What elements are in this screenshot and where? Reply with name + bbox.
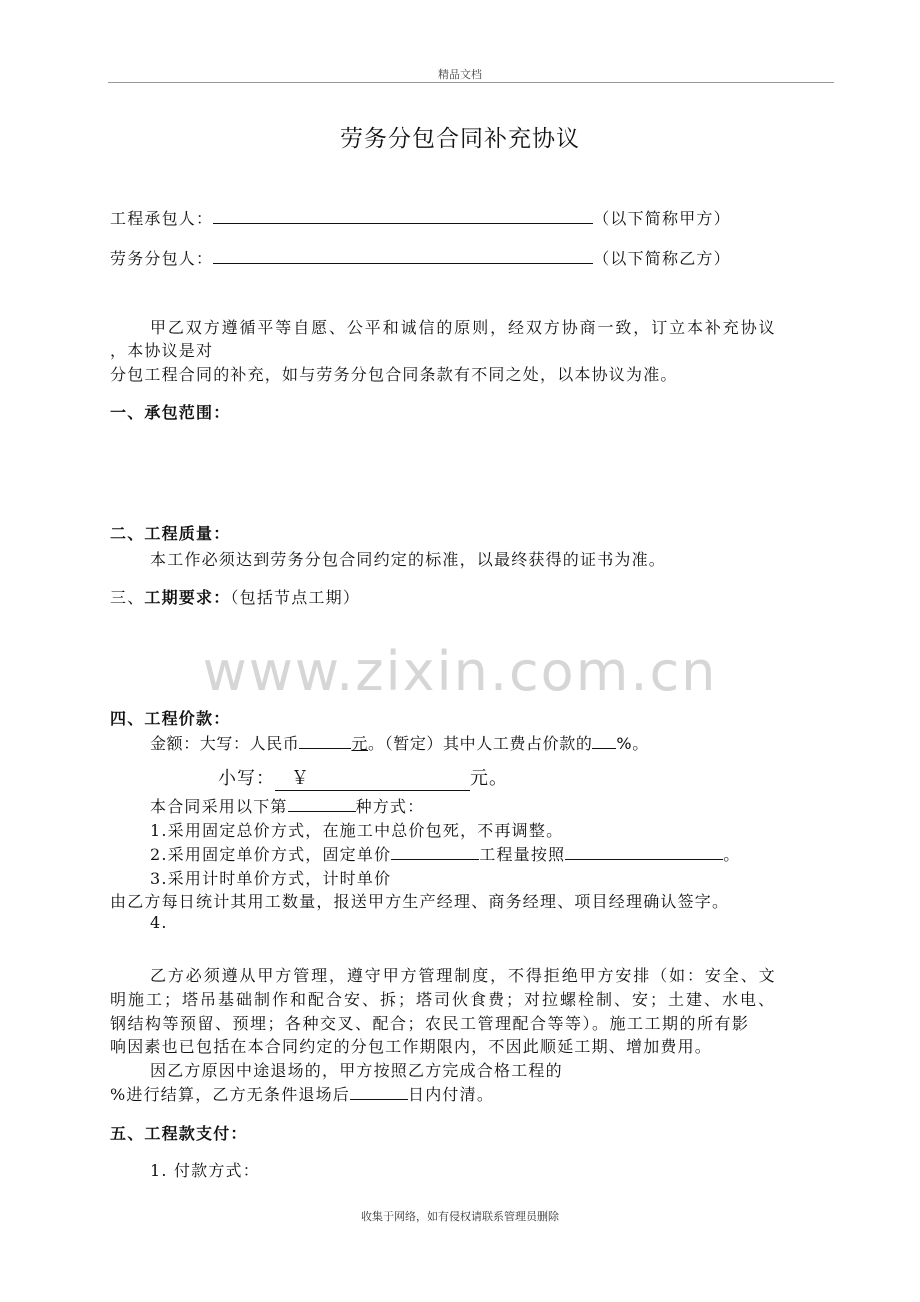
small-amount-label: 小写： (218, 768, 275, 789)
option-4: 4. (150, 913, 168, 932)
amount-unit: 元 (351, 734, 369, 753)
section-3-number: 三、 (110, 588, 145, 607)
method-blank[interactable] (288, 797, 356, 812)
option-3: 3.采用计时单价方式，计时单价 (150, 869, 392, 888)
management-para-line-3: 钢结构等预留、预埋；各种交叉、配合；农民工管理配合等等）。施工工期的所有影 (110, 1014, 750, 1033)
withdrawal-para-line-1: 因乙方原因中途退场的，甲方按照乙方完成合格工程的 (150, 1061, 563, 1080)
party-a-blank[interactable] (213, 209, 593, 224)
intro-line-1: 甲乙双方遵循平等自愿、公平和诚信的原则，经双方协商一致，订立本补充协议 (150, 318, 777, 337)
small-amount-line (218, 764, 508, 791)
withdrawal-para-line-2 (110, 1082, 494, 1105)
amount-mid: 。（暂定）其中人工费占价款的 (368, 734, 593, 753)
labor-percent-blank[interactable] (592, 734, 616, 749)
intro-line-2: ，本协议是对 (110, 341, 214, 360)
withdrawal-percent-text: %进行结算，乙方无条件退场后 (110, 1085, 351, 1104)
option-2-prefix: 2.采用固定单价方式，固定单价 (150, 845, 392, 864)
small-amount-unit: 元。 (470, 768, 508, 789)
page-header: 精品文档 (438, 68, 482, 81)
page-footer: 收集于网络，如有侵权请联系管理员删除 (361, 1210, 559, 1223)
header-divider (108, 82, 834, 83)
section-1-heading: 一、承包范围： (110, 403, 231, 422)
watermark: www.zixin.com.cn (202, 640, 718, 703)
party-b-blank[interactable] (213, 249, 593, 264)
payment-method-item: 1. 付款方式： (150, 1161, 260, 1180)
section-3-heading: 工期要求： (144, 588, 231, 607)
option-2-end: 。 (723, 845, 741, 864)
quantity-basis-blank[interactable] (565, 845, 723, 860)
section-3-heading-line (110, 585, 360, 608)
section-5-heading: 五、工程款支付： (110, 1124, 248, 1143)
method-prefix: 本合同采用以下第 (150, 797, 288, 816)
party-a-note: （以下简称甲方） (593, 209, 731, 228)
section-3-note: （包括节点工期） (230, 588, 361, 607)
section-4-heading: 四、工程价款： (110, 709, 231, 728)
management-para-line-4: 响因素也已包括在本合同约定的分包工作期限内，不因此顺延工期、增加费用。 (110, 1037, 713, 1056)
method-suffix: 种方式： (355, 797, 425, 816)
party-a-line (110, 206, 731, 229)
management-para-line-2: 明施工；塔吊基础制作和配合安、拆；塔司伙食费；对拉螺栓制、安；土建、水电、 (110, 990, 777, 1009)
document-title: 劳务分包合同补充协议 (340, 126, 580, 152)
party-a-label: 工程承包人： (110, 209, 214, 228)
option-1: 1.采用固定总价方式，在施工中总价包死，不再调整。 (150, 821, 564, 840)
amount-line (150, 731, 649, 754)
section-2-heading: 二、工程质量： (110, 524, 231, 543)
option-3-continued: 由乙方每日统计其用工数量，报送甲方生产经理、商务经理、项目经理确认签字。 (110, 892, 730, 911)
management-para-line-1: 乙方必须遵从甲方管理，遵守甲方管理制度，不得拒绝甲方安排（如：安全、文 (150, 966, 777, 985)
option-2-mid: 工程量按照 (479, 845, 566, 864)
small-amount-blank[interactable] (275, 764, 470, 791)
payment-days-blank[interactable] (350, 1085, 408, 1100)
party-b-line (110, 246, 731, 269)
amount-words-blank[interactable] (299, 734, 351, 749)
intro-line-3: 分包工程合同的补充，如与劳务分包合同条款有不同之处，以本协议为准。 (110, 365, 678, 384)
party-b-note: （以下简称乙方） (593, 249, 731, 268)
option-2-line (150, 842, 741, 865)
amount-prefix: 金额：大写：人民币 (150, 734, 300, 753)
amount-percent: %。 (616, 734, 649, 753)
withdrawal-days-text: 日内付清。 (408, 1085, 495, 1104)
unit-price-blank[interactable] (391, 845, 479, 860)
currency-symbol: ￥ (291, 768, 310, 789)
method-line (150, 794, 424, 817)
section-2-text: 本工作必须达到劳务分包合同约定的标准，以最终获得的证书为准。 (150, 550, 667, 569)
party-b-label: 劳务分包人： (110, 249, 214, 268)
